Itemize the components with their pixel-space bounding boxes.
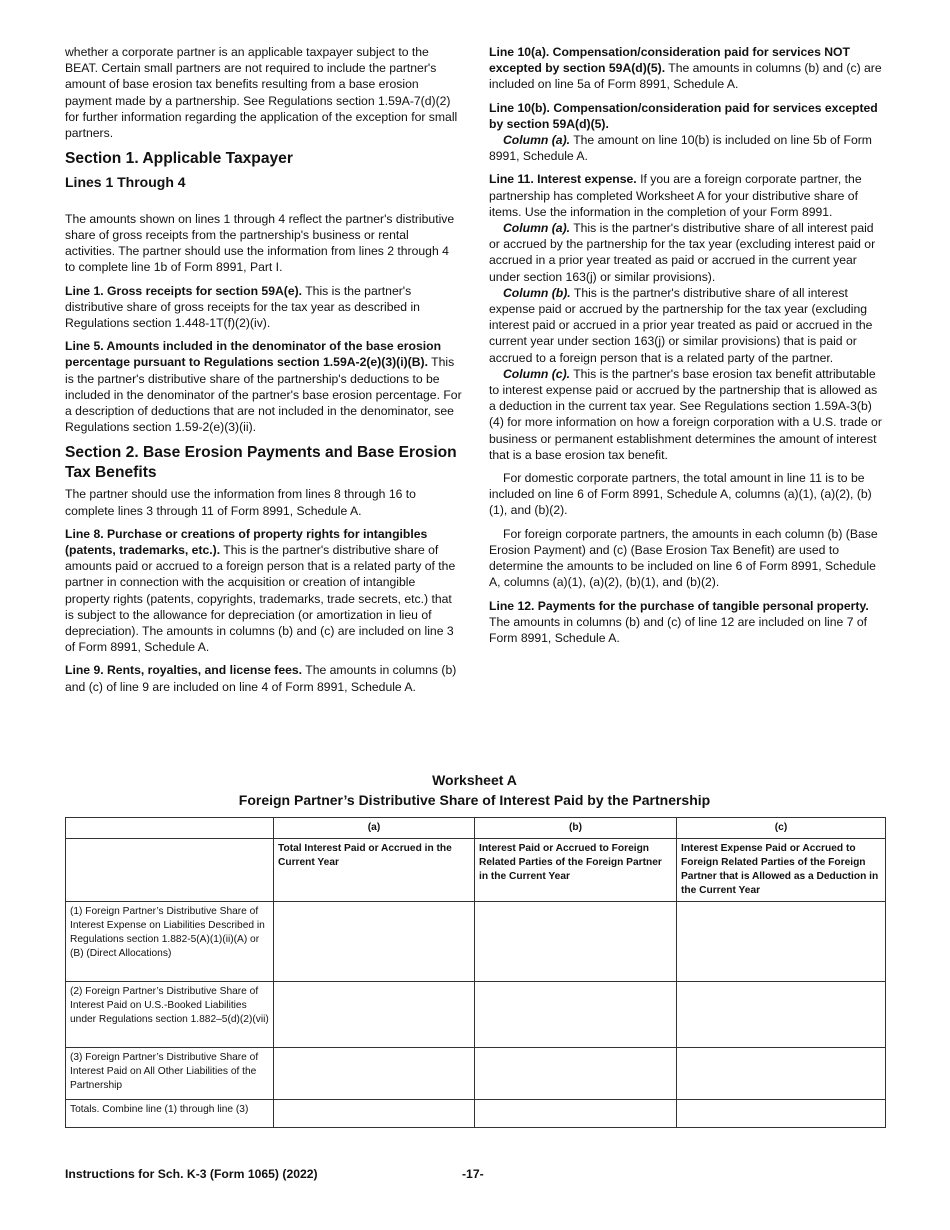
line11-col-b-title: Column (b). [503, 285, 571, 300]
line11-col-a-paragraph [489, 220, 884, 285]
line5-title: Line 5. Amounts included in the denominator of the base erosion percentage pursuant to Regulations section 1.59A-2(e)(3)(i)(B). [65, 339, 442, 370]
column-letter-row [66, 818, 886, 839]
intro-paragraph: whether a corporate partner is an applicable taxpayer subject to the BEAT. Certain small partners are not required to include the partner's amount of base erosion tax benefits resulting from a base erosion payment made by a partnership. See Regulations section 1.59A-7(d)(2) for further information regarding the application of the exception for small partners. [65, 45, 458, 141]
row2-col-b-cell[interactable] [475, 982, 677, 1048]
row3-col-c-cell[interactable] [677, 1048, 886, 1100]
line11-col-c-text: This is the partner's base erosion tax benefit attributable to interest expense paid or accrued by the partnership that is allowed as a deduction in the current tax year. See Regulations section 1.59A-3(b)(4) for more information on how a foreign corporation with a U.S. trade or business or permanent establishment determines the amount of interest that is a base erosion tax benefit. [489, 366, 882, 462]
page-number: -17- [462, 1167, 484, 1181]
row1-col-c-cell[interactable] [677, 902, 886, 982]
section2-paragraph: The partner should use the information from lines 8 through 16 to complete lines 3 through 11 of Form 8991, Schedule A. [65, 487, 416, 518]
left-column [65, 44, 462, 702]
totals-col-b-cell[interactable] [475, 1100, 677, 1128]
line12-text: The amounts in columns (b) and (c) of line 12 are included on line 7 of Form 8991, Schedule A. [489, 614, 868, 645]
line11-col-b-text: This is the partner's distributive share of all interest expense paid or accrued by the partnership for the tax year (excluding interest paid or accrued in a prior year treated as paid or accrued in the current year under section 163(j) or similar provisions) that is paid or accrued to a foreign person that is a related party of the partner. [489, 285, 873, 365]
row1-col-a-cell[interactable] [274, 902, 475, 982]
table-row [66, 902, 886, 982]
worksheet-title: Worksheet A [432, 772, 517, 788]
line11-col-c-title: Column (c). [503, 366, 571, 381]
line1-paragraph [65, 283, 462, 332]
empty-desc-cell [66, 839, 274, 902]
line10a-paragraph [489, 44, 884, 93]
column-description-row [66, 839, 886, 902]
worksheet-table [65, 817, 886, 1128]
line11-col-b-paragraph [489, 285, 884, 366]
row3-label: (3) Foreign Partner’s Distributive Share of Interest Paid on All Other Liabilities of the Partnership [66, 1048, 274, 1100]
col-a-header: (a) [274, 818, 475, 839]
totals-label: Totals. Combine line (1) through line (3) [66, 1100, 274, 1128]
line10a-text: The amounts in columns (b) and (c) are included on line 5a of Form 8991, Schedule A. [489, 61, 882, 92]
row2-col-c-cell[interactable] [677, 982, 886, 1048]
footer-title: Instructions for Sch. K-3 (Form 1065) (2022) [65, 1167, 318, 1181]
line11-col-a-title: Column (a). [503, 221, 571, 236]
totals-col-c-cell[interactable] [677, 1100, 886, 1128]
line10b-col-a-paragraph [489, 132, 884, 164]
row2-label: (2) Foreign Partner’s Distributive Share of Interest Paid on U.S.-Booked Liabilities under Regulations section 1.882–5(d)(2)(vii) [66, 982, 274, 1048]
line9-text: The amounts in columns (b) and (c) of line 9 are included on line 4 of Form 8991, Schedule A. [65, 663, 457, 694]
line9-title: Line 9. Rents, royalties, and license fees. [65, 663, 303, 678]
lines1to4-heading: Lines 1 Through 4 [65, 173, 186, 190]
col-b-description: Interest Paid or Accrued to Foreign Related Parties of the Foreign Partner in the Current Year [475, 839, 677, 902]
line5-text: This is the partner's distributive share of the partnership's deductions to be included in the denominator of the partner's base erosion percentage. For a description of deductions that are not included in the denominator, see Regulations section 1.59-2(e)(3)(ii). [65, 355, 462, 435]
foreign-paragraph: For foreign corporate partners, the amounts in each column (b) (Base Erosion Payment) and (c) (Base Erosion Tax Benefit) are used to determine the amounts to be included on line 6 of Form 8991, Schedule A, columns (a)(1), (a)(2), (b)(1), and (b)(2). [489, 526, 878, 590]
row3-col-a-cell[interactable] [274, 1048, 475, 1100]
line11-text: If you are a foreign corporate partner, the partnership has completed Worksheet A for your distributive share of items. Use the information in the completion of your Form 8991. [489, 172, 862, 219]
line11-title: Line 11. Interest expense. [489, 172, 637, 187]
totals-row [66, 1100, 886, 1128]
line1-text: This is the partner's distributive share of gross receipts for the tax year as described in Regulations section 1.448-1T(f)(2)(iv). [65, 283, 420, 330]
right-column [489, 44, 884, 653]
totals-col-a-cell[interactable] [274, 1100, 475, 1128]
col-b-header: (b) [475, 818, 677, 839]
line8-text: This is the partner's distributive share of amounts paid or accrued to a foreign person that is a related party of the partner in connection with the acquisition or creation of intangible property rights (patents, copyrights, trademarks, trade secrets, etc.) that is subject to the allowance for depreciation (or amortization in lieu of depreciation). The amounts in columns (b) and (c) are included on line 3 of Form 8991, Schedule A. [65, 542, 456, 655]
line9-paragraph [65, 662, 462, 694]
line12-paragraph [489, 598, 884, 647]
col-c-header: (c) [677, 818, 886, 839]
line5-paragraph [65, 338, 462, 435]
table-row [66, 1048, 886, 1100]
line11-col-a-text: This is the partner's distributive share of all interest paid or accrued by the partnership for the tax year (excluding interest paid or accrued in a prior year treated as paid or accrued in the current year under section 163(j) or similar provisions). [489, 221, 876, 284]
worksheet-subtitle: Foreign Partner’s Distributive Share of Interest Paid by the Partnership [238, 792, 711, 808]
line10a-title: Line 10(a). Compensation/consideration paid for services NOT excepted by section 59A(d)(5). [489, 45, 850, 76]
line10b-title: Line 10(b). Compensation/consideration paid for services excepted by section 59A(d)(5). [489, 100, 878, 131]
section2-heading: Section 2. Base Erosion Payments and Base Erosion Tax Benefits [65, 444, 457, 481]
line8-paragraph [65, 526, 462, 656]
line12-title: Line 12. Payments for the purchase of tangible personal property. [489, 598, 869, 613]
row2-col-a-cell[interactable] [274, 982, 475, 1048]
row1-label: (1) Foreign Partner’s Distributive Share of Interest Expense on Liabilities Described in Regulations section 1.882-5(A)(1)(ii)(A) or (B) (Direct Allocations) [66, 902, 274, 982]
lines1to4-paragraph: The amounts shown on lines 1 through 4 reflect the partner's distributive share of gross receipts from the partnership's business or rental activities. The partner should use the information from lines 2 through 4 to complete line 1b of Form 8991, Part I. [65, 211, 455, 275]
section1-heading: Section 1. Applicable Taxpayer [65, 150, 293, 168]
line11-paragraph [489, 171, 884, 220]
empty-header-cell [66, 818, 274, 839]
line10b-heading [489, 100, 884, 132]
table-row [66, 982, 886, 1048]
line8-title: Line 8. Purchase or creations of property rights for intangibles (patents, trademarks, etc.). [65, 526, 428, 557]
line10b-col-a-text: The amount on line 10(b) is included on line 5b of Form 8991, Schedule A. [489, 133, 872, 164]
line10b-col-a-title: Column (a). [503, 133, 571, 148]
domestic-paragraph: For domestic corporate partners, the total amount in line 11 is to be included on line 6 of Form 8991, Schedule A, columns (a)(1), (a)(2), (b)(1), and (b)(2). [489, 471, 872, 518]
row1-col-b-cell[interactable] [475, 902, 677, 982]
line1-title: Line 1. Gross receipts for section 59A(e). [65, 283, 303, 298]
row3-col-b-cell[interactable] [475, 1048, 677, 1100]
worksheet-title-block [65, 770, 884, 810]
line11-col-c-paragraph [489, 366, 884, 463]
col-a-description: Total Interest Paid or Accrued in the Current Year [274, 839, 475, 902]
col-c-description: Interest Expense Paid or Accrued to Foreign Related Parties of the Foreign Partner that is Allowed as a Deduction in the Current Year [677, 839, 886, 902]
